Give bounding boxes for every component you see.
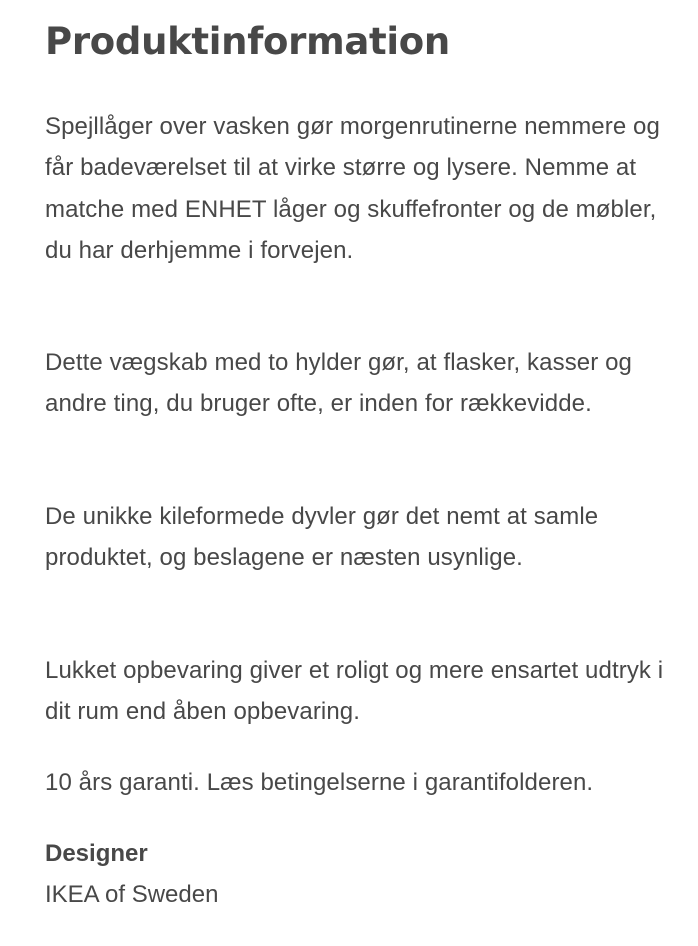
paragraph-text: Spejllåger over vasken gør morgenrutinerne nemmere og får badeværelset til at virke større og lysere. Nemme at matche med ENHET låger og skuffefronter og de møbler, du har derhjemme i forvejen. xyxy=(45,113,660,264)
paragraph-text: 10 års garanti. Læs betingelserne i garantifolderen. xyxy=(45,769,594,796)
designer-label: Designer xyxy=(45,840,148,867)
paragraph-dowels xyxy=(45,496,685,579)
designer-name: IKEA of Sweden xyxy=(45,881,219,908)
paragraph-warranty xyxy=(45,762,698,803)
paragraph-wall-cabinet xyxy=(45,342,685,425)
paragraph-text: Dette vægskab med to hylder gør, at flasker, kasser og andre ting, du bruger ofte, er inden for rækkevidde. xyxy=(45,349,633,418)
paragraph-text: Lukket opbevaring giver et roligt og mere ensartet udtryk i dit rum end åben opbevaring. xyxy=(45,657,664,726)
paragraph-closed-storage xyxy=(45,650,685,733)
section-title: Produktinformation xyxy=(45,20,450,63)
paragraph-text: De unikke kileformede dyvler gør det nemt at samle produktet, og beslagene er næsten usynlige. xyxy=(45,503,599,572)
paragraph-mirror-doors xyxy=(45,106,685,271)
